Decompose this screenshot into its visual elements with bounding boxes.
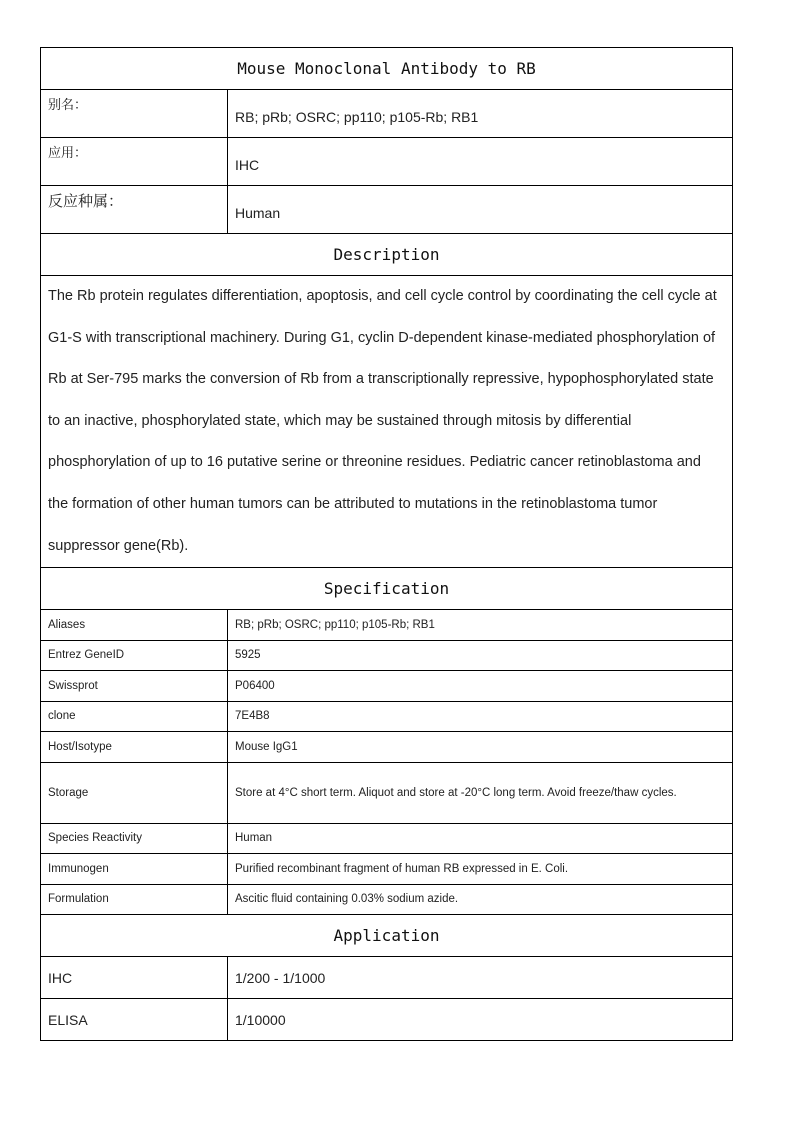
spec-value: Human — [228, 823, 733, 854]
description-heading: Description — [41, 234, 733, 276]
spec-row — [41, 701, 733, 732]
summary-row — [41, 90, 733, 138]
spec-label: clone — [41, 701, 228, 732]
spec-value: Store at 4°C short term. Aliquot and store at -20°C long term. Avoid freeze/thaw cycles. — [228, 762, 733, 823]
page-title: Mouse Monoclonal Antibody to RB — [41, 48, 733, 90]
spec-value: 5925 — [228, 640, 733, 671]
description-heading-row — [41, 234, 733, 276]
spec-label: Immunogen — [41, 854, 228, 885]
spec-row — [41, 823, 733, 854]
title-row — [41, 48, 733, 90]
specification-heading: Specification — [41, 568, 733, 610]
spec-row — [41, 732, 733, 763]
spec-value: P06400 — [228, 671, 733, 702]
application-label: ELISA — [41, 999, 228, 1041]
spec-row — [41, 762, 733, 823]
spec-label: Species Reactivity — [41, 823, 228, 854]
spec-label: Formulation — [41, 884, 228, 915]
spec-value: 7E4B8 — [228, 701, 733, 732]
description-row — [41, 276, 733, 568]
summary-label-reactivity: 反应种属： — [41, 186, 228, 234]
application-value: 1/200 - 1/1000 — [228, 957, 733, 999]
spec-value: Purified recombinant fragment of human RB expressed in E. Coli. — [228, 854, 733, 885]
spec-value: RB; pRb; OSRC; pp110; p105-Rb; RB1 — [228, 610, 733, 641]
summary-label-application: 应用： — [41, 138, 228, 186]
application-row — [41, 957, 733, 999]
summary-value-reactivity: Human — [228, 186, 733, 234]
spec-label: Entrez GeneID — [41, 640, 228, 671]
spec-label: Swissprot — [41, 671, 228, 702]
application-heading-row — [41, 915, 733, 957]
datasheet-table — [40, 47, 733, 1041]
spec-row — [41, 854, 733, 885]
summary-label-alias: 别名： — [41, 90, 228, 138]
spec-label: Aliases — [41, 610, 228, 641]
application-row — [41, 999, 733, 1041]
spec-value: Ascitic fluid containing 0.03% sodium azide. — [228, 884, 733, 915]
specification-heading-row — [41, 568, 733, 610]
spec-row — [41, 884, 733, 915]
application-value: 1/10000 — [228, 999, 733, 1041]
application-label: IHC — [41, 957, 228, 999]
spec-row — [41, 610, 733, 641]
spec-row — [41, 671, 733, 702]
spec-row — [41, 640, 733, 671]
summary-value-application: IHC — [228, 138, 733, 186]
summary-value-alias: RB; pRb; OSRC; pp110; p105-Rb; RB1 — [228, 90, 733, 138]
summary-row — [41, 138, 733, 186]
spec-label: Host/Isotype — [41, 732, 228, 763]
spec-value: Mouse IgG1 — [228, 732, 733, 763]
summary-row — [41, 186, 733, 234]
application-heading: Application — [41, 915, 733, 957]
spec-label: Storage — [41, 762, 228, 823]
description-text: The Rb protein regulates differentiation, apoptosis, and cell cycle control by coordinating the cell cycle at G1-S with transcriptional machinery. During G1, cyclin D-dependent kinase-mediated phosphorylation of Rb at Ser-795 marks the conversion of Rb from a transcriptionally repressive, hypophosphorylated state to an inactive, phosphorylated state, which may be sustained through mitosis by differential phosphorylation of up to 16 putative serine or threonine residues. Pediatric cancer retinoblastoma and the formation of other human tumors can be attributed to mutations in the retinoblastoma tumor suppressor gene(Rb). — [41, 276, 733, 568]
